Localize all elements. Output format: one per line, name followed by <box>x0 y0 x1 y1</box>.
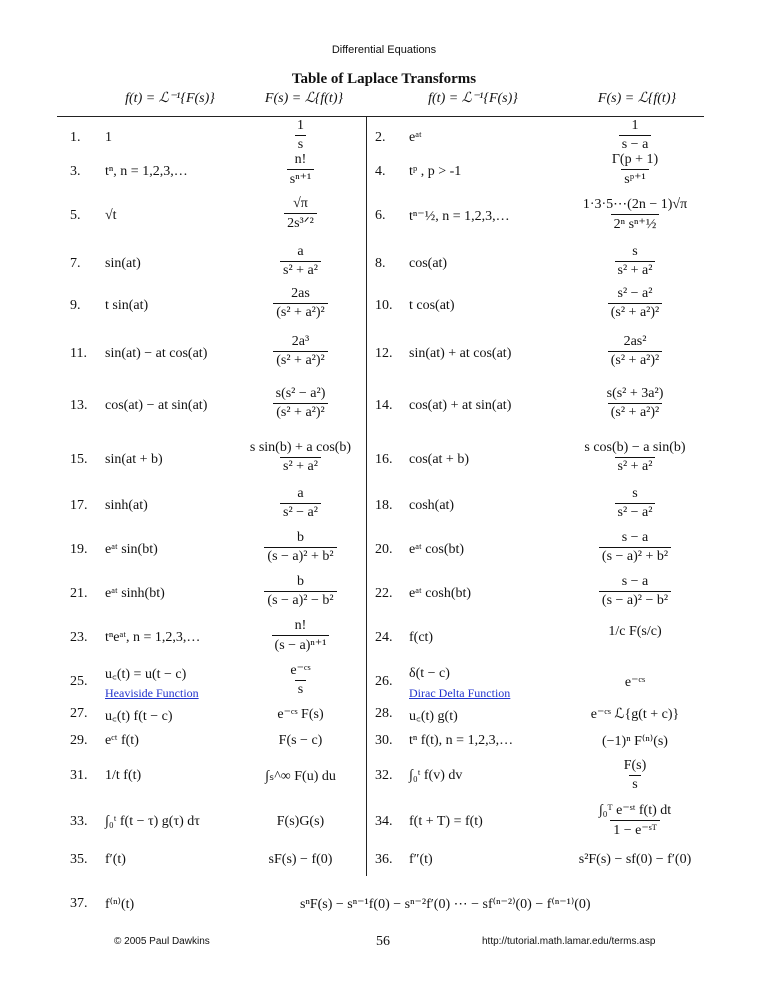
denominator: (s² + a²)² <box>608 303 662 321</box>
row-number: 34. <box>375 814 393 829</box>
denominator: 1 − e⁻ˢᵀ <box>610 820 660 839</box>
function-f: tᵖ , p > -1 <box>409 164 462 179</box>
numerator: s(s² − a²) <box>275 386 326 401</box>
transform-F <box>560 334 710 369</box>
numerator: s² − a² <box>617 286 653 301</box>
footer-url: http://tutorial.math.lamar.edu/terms.asp <box>482 936 656 947</box>
denominator: s² + a² <box>280 457 321 475</box>
function-f: ∫₀ᵗ f(t − τ) g(τ) dτ <box>105 814 200 829</box>
denominator: (s² + a²)² <box>273 351 327 369</box>
column-header-left-f: f(t) = ℒ⁻¹{F(s)} <box>125 91 215 106</box>
numerator: s sin(b) + a cos(b) <box>249 440 352 455</box>
function-f: cosh(at) <box>409 498 455 513</box>
numerator: b <box>296 574 304 589</box>
transform-F <box>560 152 710 188</box>
denominator: s <box>295 680 306 698</box>
row-number: 17. <box>70 498 88 513</box>
numerator: s <box>632 244 638 259</box>
function-f: 1 <box>105 130 112 145</box>
denominator: 2s³ᐟ² <box>284 213 317 232</box>
transform-F <box>560 758 710 793</box>
row-number: 4. <box>375 164 386 179</box>
numerator: s − a <box>621 530 649 545</box>
transform-F <box>238 530 363 565</box>
function-f: t sin(at) <box>105 298 149 313</box>
numerator: e⁻ᶜˢ <box>290 663 311 678</box>
numerator: s(s² + 3a²) <box>606 386 664 401</box>
denominator: s <box>295 135 306 153</box>
transform-F <box>238 386 363 421</box>
row-number: 2. <box>375 130 386 145</box>
transform-F: 1/c F(s/c) <box>608 624 662 639</box>
function-f: u꜀(t) = u(t − c) <box>105 667 187 682</box>
function-f: eᵃᵗ sinh(bt) <box>105 586 165 601</box>
numerator: a <box>297 244 304 259</box>
numerator: F(s) <box>623 758 647 773</box>
transform-F <box>238 574 363 609</box>
numerator: b <box>296 530 304 545</box>
row-number: 33. <box>70 814 88 829</box>
row-number: 29. <box>70 733 88 748</box>
transform-F <box>560 118 710 153</box>
denominator: s − a <box>619 135 652 153</box>
row-number: 37. <box>70 896 88 911</box>
column-divider <box>366 116 367 876</box>
transform-F <box>560 530 710 565</box>
denominator: s² − a² <box>280 503 321 521</box>
row-number: 22. <box>375 586 393 601</box>
denominator: s² + a² <box>280 261 321 279</box>
transform-F: F(s − c) <box>278 733 323 748</box>
transform-F <box>238 334 363 369</box>
function-f: cos(at) + at sin(at) <box>409 398 512 413</box>
function-f: f(t + T) = f(t) <box>409 814 483 829</box>
transform-F <box>238 196 363 232</box>
row-number: 19. <box>70 542 88 557</box>
function-f: f″(t) <box>409 852 433 867</box>
denominator: (s − a)² + b² <box>599 547 671 565</box>
row-number: 26. <box>375 674 393 689</box>
function-f: ∫₀ᵗ f(v) dv <box>409 768 463 783</box>
row-number: 32. <box>375 768 393 783</box>
function-f: cos(at) − at sin(at) <box>105 398 208 413</box>
function-f: tⁿ f(t), n = 1,2,3,… <box>409 733 514 748</box>
denominator: s² + a² <box>615 261 656 279</box>
denominator: (s² + a²)² <box>273 303 327 321</box>
transform-F <box>560 286 710 321</box>
row-number: 10. <box>375 298 393 313</box>
denominator: s² − a² <box>615 503 656 521</box>
running-head: Differential Equations <box>331 44 437 56</box>
transform-F <box>238 662 363 698</box>
transform-F <box>238 244 363 279</box>
numerator: n! <box>294 618 307 633</box>
row-number: 7. <box>70 256 81 271</box>
row-number: 12. <box>375 346 393 361</box>
numerator: Γ(p + 1) <box>611 152 659 167</box>
function-f: u꜀(t) g(t) <box>409 709 458 724</box>
function-f: eᵃᵗ cosh(bt) <box>409 586 472 601</box>
function-f: tⁿeᵃᵗ, n = 1,2,3,… <box>105 630 201 645</box>
row-number: 20. <box>375 542 393 557</box>
function-f: cos(at) <box>409 256 448 271</box>
row-number: 3. <box>70 164 81 179</box>
numerator: √π <box>293 196 308 211</box>
row-number: 18. <box>375 498 393 513</box>
row-number: 11. <box>70 346 87 361</box>
transform-F: ∫ₛ^∞ F(u) du <box>265 769 336 784</box>
function-f: t cos(at) <box>409 298 455 313</box>
function-f: eᵃᵗ sin(bt) <box>105 542 158 557</box>
transform-F <box>560 574 710 609</box>
row-number: 1. <box>70 130 81 145</box>
row-number: 14. <box>375 398 393 413</box>
numerator: 2as <box>291 286 310 301</box>
transform-F: s²F(s) − sf(0) − f′(0) <box>578 852 692 867</box>
transform-F: e⁻ᶜˢ F(s) <box>277 707 324 722</box>
transform-F: (−1)ⁿ F⁽ⁿ⁾(s) <box>602 734 668 749</box>
denominator: sⁿ⁺¹ <box>287 169 314 188</box>
transform-F: sF(s) − f(0) <box>268 852 333 867</box>
row-number: 23. <box>70 630 88 645</box>
function-f: δ(t − c) <box>409 666 450 681</box>
denominator: s² + a² <box>615 457 656 475</box>
row-number: 16. <box>375 452 393 467</box>
function-f: tⁿ, n = 1,2,3,… <box>105 164 188 179</box>
page-title: Table of Laplace Transforms <box>291 71 477 87</box>
numerator: s − a <box>621 574 649 589</box>
function-f: sinh(at) <box>105 498 148 513</box>
function-f: sin(at + b) <box>105 452 163 467</box>
row-number: 30. <box>375 733 393 748</box>
function-f: eᶜᵗ f(t) <box>105 733 139 748</box>
transform-F <box>560 386 710 421</box>
row-number: 24. <box>375 630 393 645</box>
heaviside-function-link[interactable]: Heaviside Function <box>105 686 199 700</box>
function-f: eᵃᵗ cos(bt) <box>409 542 465 557</box>
column-header-right-f: f(t) = ℒ⁻¹{F(s)} <box>428 91 518 106</box>
transform-F <box>238 118 363 153</box>
column-header-left-F: F(s) = ℒ{f(t)} <box>264 91 344 106</box>
denominator: (s − a)ⁿ⁺¹ <box>272 635 330 654</box>
function-f: tⁿ⁻½, n = 1,2,3,… <box>409 209 510 224</box>
numerator: 1 <box>631 118 639 133</box>
transform-F <box>560 196 710 233</box>
numerator: 1 <box>297 118 304 133</box>
transform-F: e⁻ᶜˢ <box>624 675 646 690</box>
function-f: sin(at) − at cos(at) <box>105 346 208 361</box>
row-number: 6. <box>375 208 386 223</box>
denominator: (s − a)² + b² <box>264 547 336 565</box>
row-number: 5. <box>70 208 81 223</box>
numerator: 2a³ <box>291 334 310 349</box>
transform-F <box>560 244 710 279</box>
transform-F <box>560 486 710 521</box>
row-number: 36. <box>375 852 393 867</box>
transform-F <box>238 286 363 321</box>
denominator: (s² + a²)² <box>608 351 662 369</box>
function-f: eᵃᵗ <box>409 130 422 145</box>
transform-F: e⁻ᶜˢ ℒ{g(t + c)} <box>590 707 680 722</box>
denominator: (s − a)² − b² <box>599 591 671 609</box>
column-header-right-F: F(s) = ℒ{f(t)} <box>597 91 677 106</box>
transform-F: F(s)G(s) <box>276 814 325 829</box>
function-f: f⁽ⁿ⁾(t) <box>105 897 135 912</box>
numerator: 1·3·5⋯(2n − 1)√π <box>582 197 688 212</box>
transform-F <box>238 440 363 475</box>
row-number: 28. <box>375 706 393 721</box>
transform-F <box>560 802 710 839</box>
transform-F <box>560 440 710 475</box>
function-f: sin(at) + at cos(at) <box>409 346 512 361</box>
row-number: 9. <box>70 298 81 313</box>
denominator: (s² + a²)² <box>608 403 662 421</box>
numerator: s cos(b) − a sin(b) <box>584 440 686 455</box>
row-number: 35. <box>70 852 88 867</box>
page-number: 56 <box>376 934 390 949</box>
function-f: 1/t f(t) <box>105 768 142 783</box>
transform-F <box>238 152 363 188</box>
transform-F <box>238 618 363 654</box>
function-f: u꜀(t) f(t − c) <box>105 709 173 724</box>
row-number: 8. <box>375 256 386 271</box>
transform-F: sⁿF(s) − sⁿ⁻¹f(0) − sⁿ⁻²f′(0) ⋯ − sf⁽ⁿ⁻²⁾(0) − f⁽ⁿ⁻¹⁾(0) <box>300 897 591 912</box>
function-f: f(ct) <box>409 630 434 645</box>
function-f: sin(at) <box>105 256 141 271</box>
row-number: 31. <box>70 768 88 783</box>
denominator: sᵖ⁺¹ <box>621 169 648 188</box>
numerator: a <box>297 486 304 501</box>
transform-F <box>238 486 363 521</box>
numerator: 2as² <box>623 334 647 349</box>
numerator: s <box>632 486 638 501</box>
denominator: 2ⁿ sⁿ⁺½ <box>611 214 660 233</box>
copyright: © 2005 Paul Dawkins <box>114 936 210 947</box>
row-number: 21. <box>70 586 88 601</box>
denominator: (s² + a²)² <box>273 403 327 421</box>
row-number: 25. <box>70 674 88 689</box>
dirac-delta-function-link[interactable]: Dirac Delta Function <box>409 686 511 700</box>
row-number: 27. <box>70 706 88 721</box>
numerator: n! <box>294 152 307 167</box>
function-f: f′(t) <box>105 852 126 867</box>
row-number: 15. <box>70 452 88 467</box>
function-f: √t <box>105 208 117 223</box>
row-number: 13. <box>70 398 88 413</box>
denominator: (s − a)² − b² <box>264 591 336 609</box>
denominator: s <box>629 775 640 793</box>
function-f: cos(at + b) <box>409 452 469 467</box>
header-rule <box>57 116 704 117</box>
numerator: ∫₀ᵀ e⁻ˢᵗ f(t) dt <box>598 803 672 818</box>
